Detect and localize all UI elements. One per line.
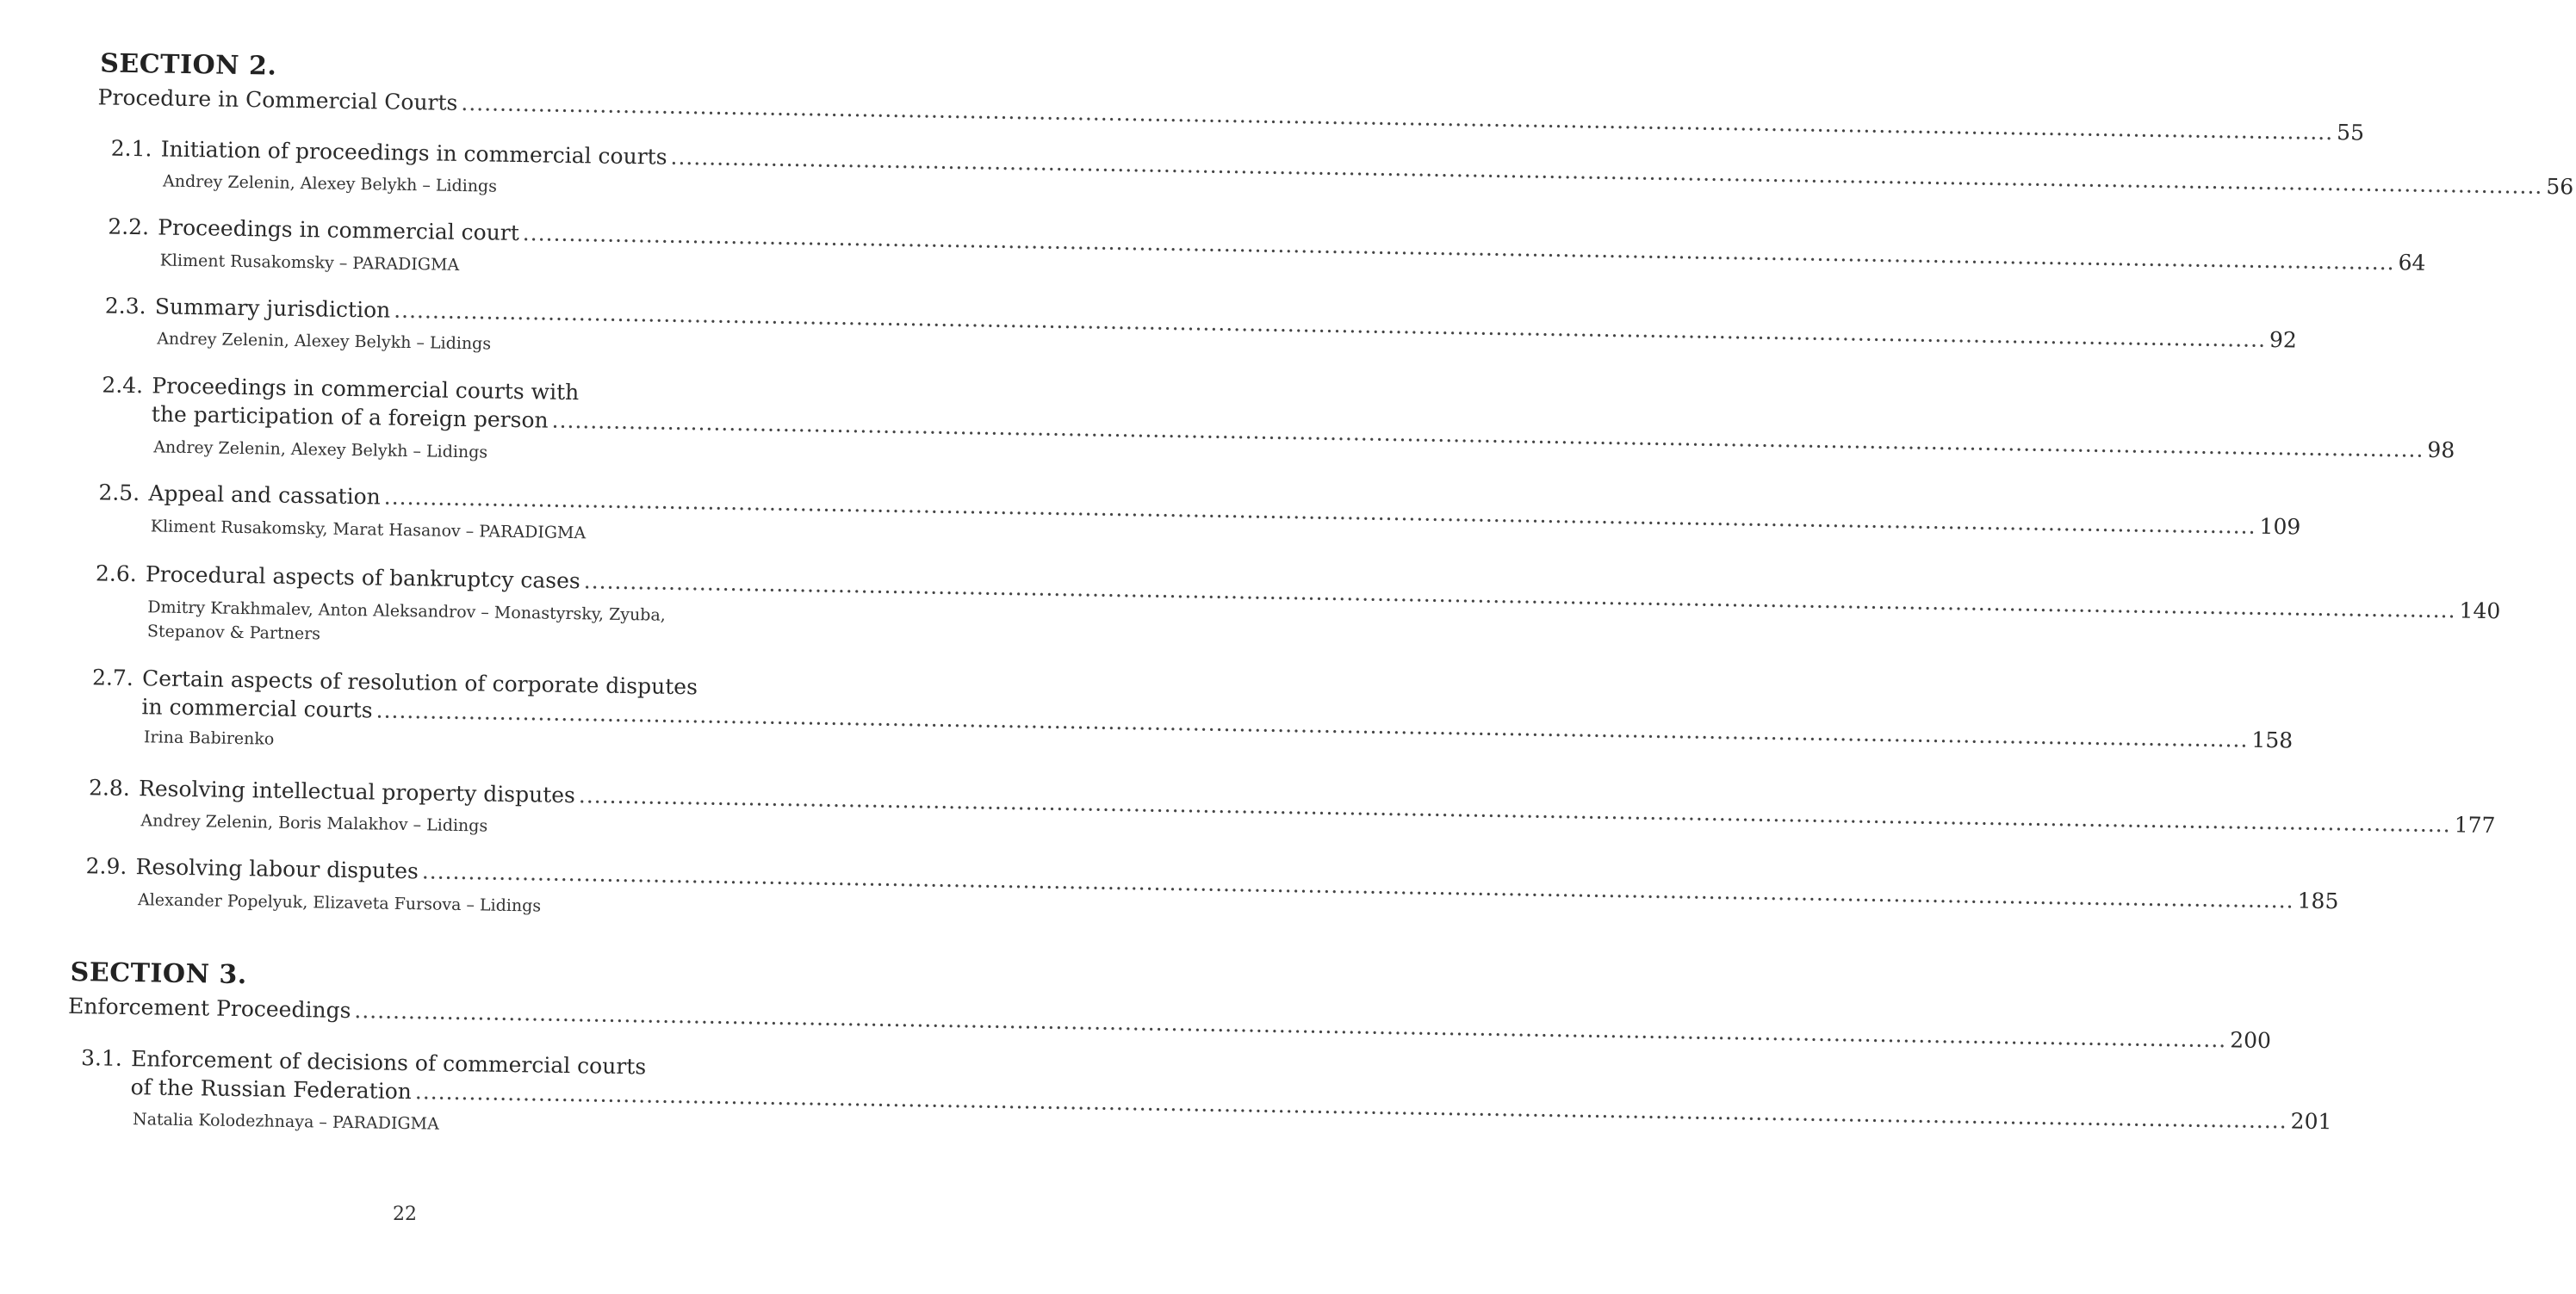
entry-page: 177 (2454, 812, 2496, 839)
leader-dots (422, 858, 2294, 913)
leader-dots (579, 783, 2451, 838)
entry-number: 2.2. (108, 214, 150, 240)
entry-authors: Natalia Kolodezhnaya – PARADIGMA (132, 1110, 439, 1134)
leader-dots (394, 298, 2266, 353)
entry-page: 185 (2297, 888, 2339, 914)
entry-number: 2.6. (95, 560, 137, 587)
entry-authors: Kliment Rusakomsky – PARADIGMA (159, 251, 460, 275)
entry-title: Summary jurisdiction (154, 294, 391, 323)
leader-dots (376, 697, 2248, 752)
entry-authors-line1: Dmitry Krakhmalev, Anton Aleksandrov – Monastyrsky, Zyuba, (147, 597, 666, 625)
section-2-title: Procedure in Commercial Courts (97, 84, 458, 115)
entry-title-line2: the participation of a foreign person (151, 401, 549, 433)
entry-number: 2.5. (98, 480, 140, 506)
entry-title: Initiation of proceedings in commercial courts (160, 136, 667, 170)
leader-dots (384, 485, 2256, 540)
section-3-title: Enforcement Proceedings (67, 993, 351, 1024)
entry-authors: Andrey Zelenin, Alexey Belykh – Lidings (157, 329, 492, 354)
entry-title-line2: of the Russian Federation (130, 1074, 413, 1105)
entry-authors-line2: Stepanov & Partners (146, 622, 321, 644)
section-3-heading: SECTION 3. (70, 957, 248, 991)
entry-title-line2: in commercial courts (141, 694, 373, 723)
section-2-page: 55 (2336, 120, 2365, 145)
entry-authors: Alexander Popelyuk, Elizaveta Fursova – Lidings (137, 890, 542, 916)
entry-title-line1: Proceedings in commercial courts with (152, 373, 580, 406)
entry-authors: Andrey Zelenin, Alexey Belykh – Lidings (153, 437, 488, 462)
entry-authors: Andrey Zelenin, Boris Malakhov – Lidings (140, 811, 488, 836)
entry-title: Resolving labour disputes (135, 854, 419, 884)
entry-number: 3.1. (80, 1045, 123, 1071)
entry-title-line1: Certain aspects of resolution of corporate disputes (141, 666, 698, 700)
entry-title: Procedural aspects of bankruptcy cases (145, 561, 580, 594)
entry-number: 2.4. (102, 372, 144, 399)
entry-page: 98 (2427, 436, 2455, 463)
section-3-title-line (67, 993, 2272, 1054)
entry-title: Resolving intellectual property disputes (138, 776, 576, 808)
entry-page: 92 (2269, 326, 2298, 353)
entry-title-line1: Enforcement of decisions of commercial courts (130, 1046, 647, 1080)
entry-page: 64 (2398, 250, 2426, 276)
entry-authors: Irina Babirenko (143, 727, 275, 749)
entry-title: Proceedings in commercial court (158, 214, 520, 246)
leader-dots (415, 1079, 2287, 1134)
leader-dots (461, 90, 2333, 145)
entry-number: 2.8. (88, 775, 131, 802)
entry-page: 109 (2259, 513, 2301, 540)
entry-page: 201 (2290, 1108, 2332, 1135)
page-number: 22 (393, 1204, 417, 1225)
entry-page: 158 (2251, 727, 2294, 753)
entry-number: 2.7. (91, 665, 134, 691)
section-2-title-line (97, 84, 2365, 145)
entry-authors: Andrey Zelenin, Alexey Belykh – Lidings (162, 171, 498, 196)
entry-page: 140 (2459, 597, 2501, 624)
section-2-heading: SECTION 2. (100, 48, 277, 82)
leader-dots (551, 408, 2424, 463)
entry-title: Appeal and cassation (148, 480, 381, 510)
entry-authors: Kliment Rusakomsky, Marat Hasanov – PARADIGMA (150, 517, 587, 543)
entry-number: 2.9. (85, 853, 127, 879)
leader-dots (670, 145, 2542, 200)
leader-dots (354, 998, 2226, 1053)
entry-number: 2.3. (104, 293, 146, 319)
leader-dots (523, 220, 2395, 276)
toc-entry-2-4-line1 (102, 372, 579, 406)
section-3-page: 200 (2229, 1027, 2272, 1054)
entry-number: 2.1. (110, 135, 152, 162)
entry-page: 56 (2546, 173, 2574, 200)
leader-dots (584, 568, 2456, 623)
